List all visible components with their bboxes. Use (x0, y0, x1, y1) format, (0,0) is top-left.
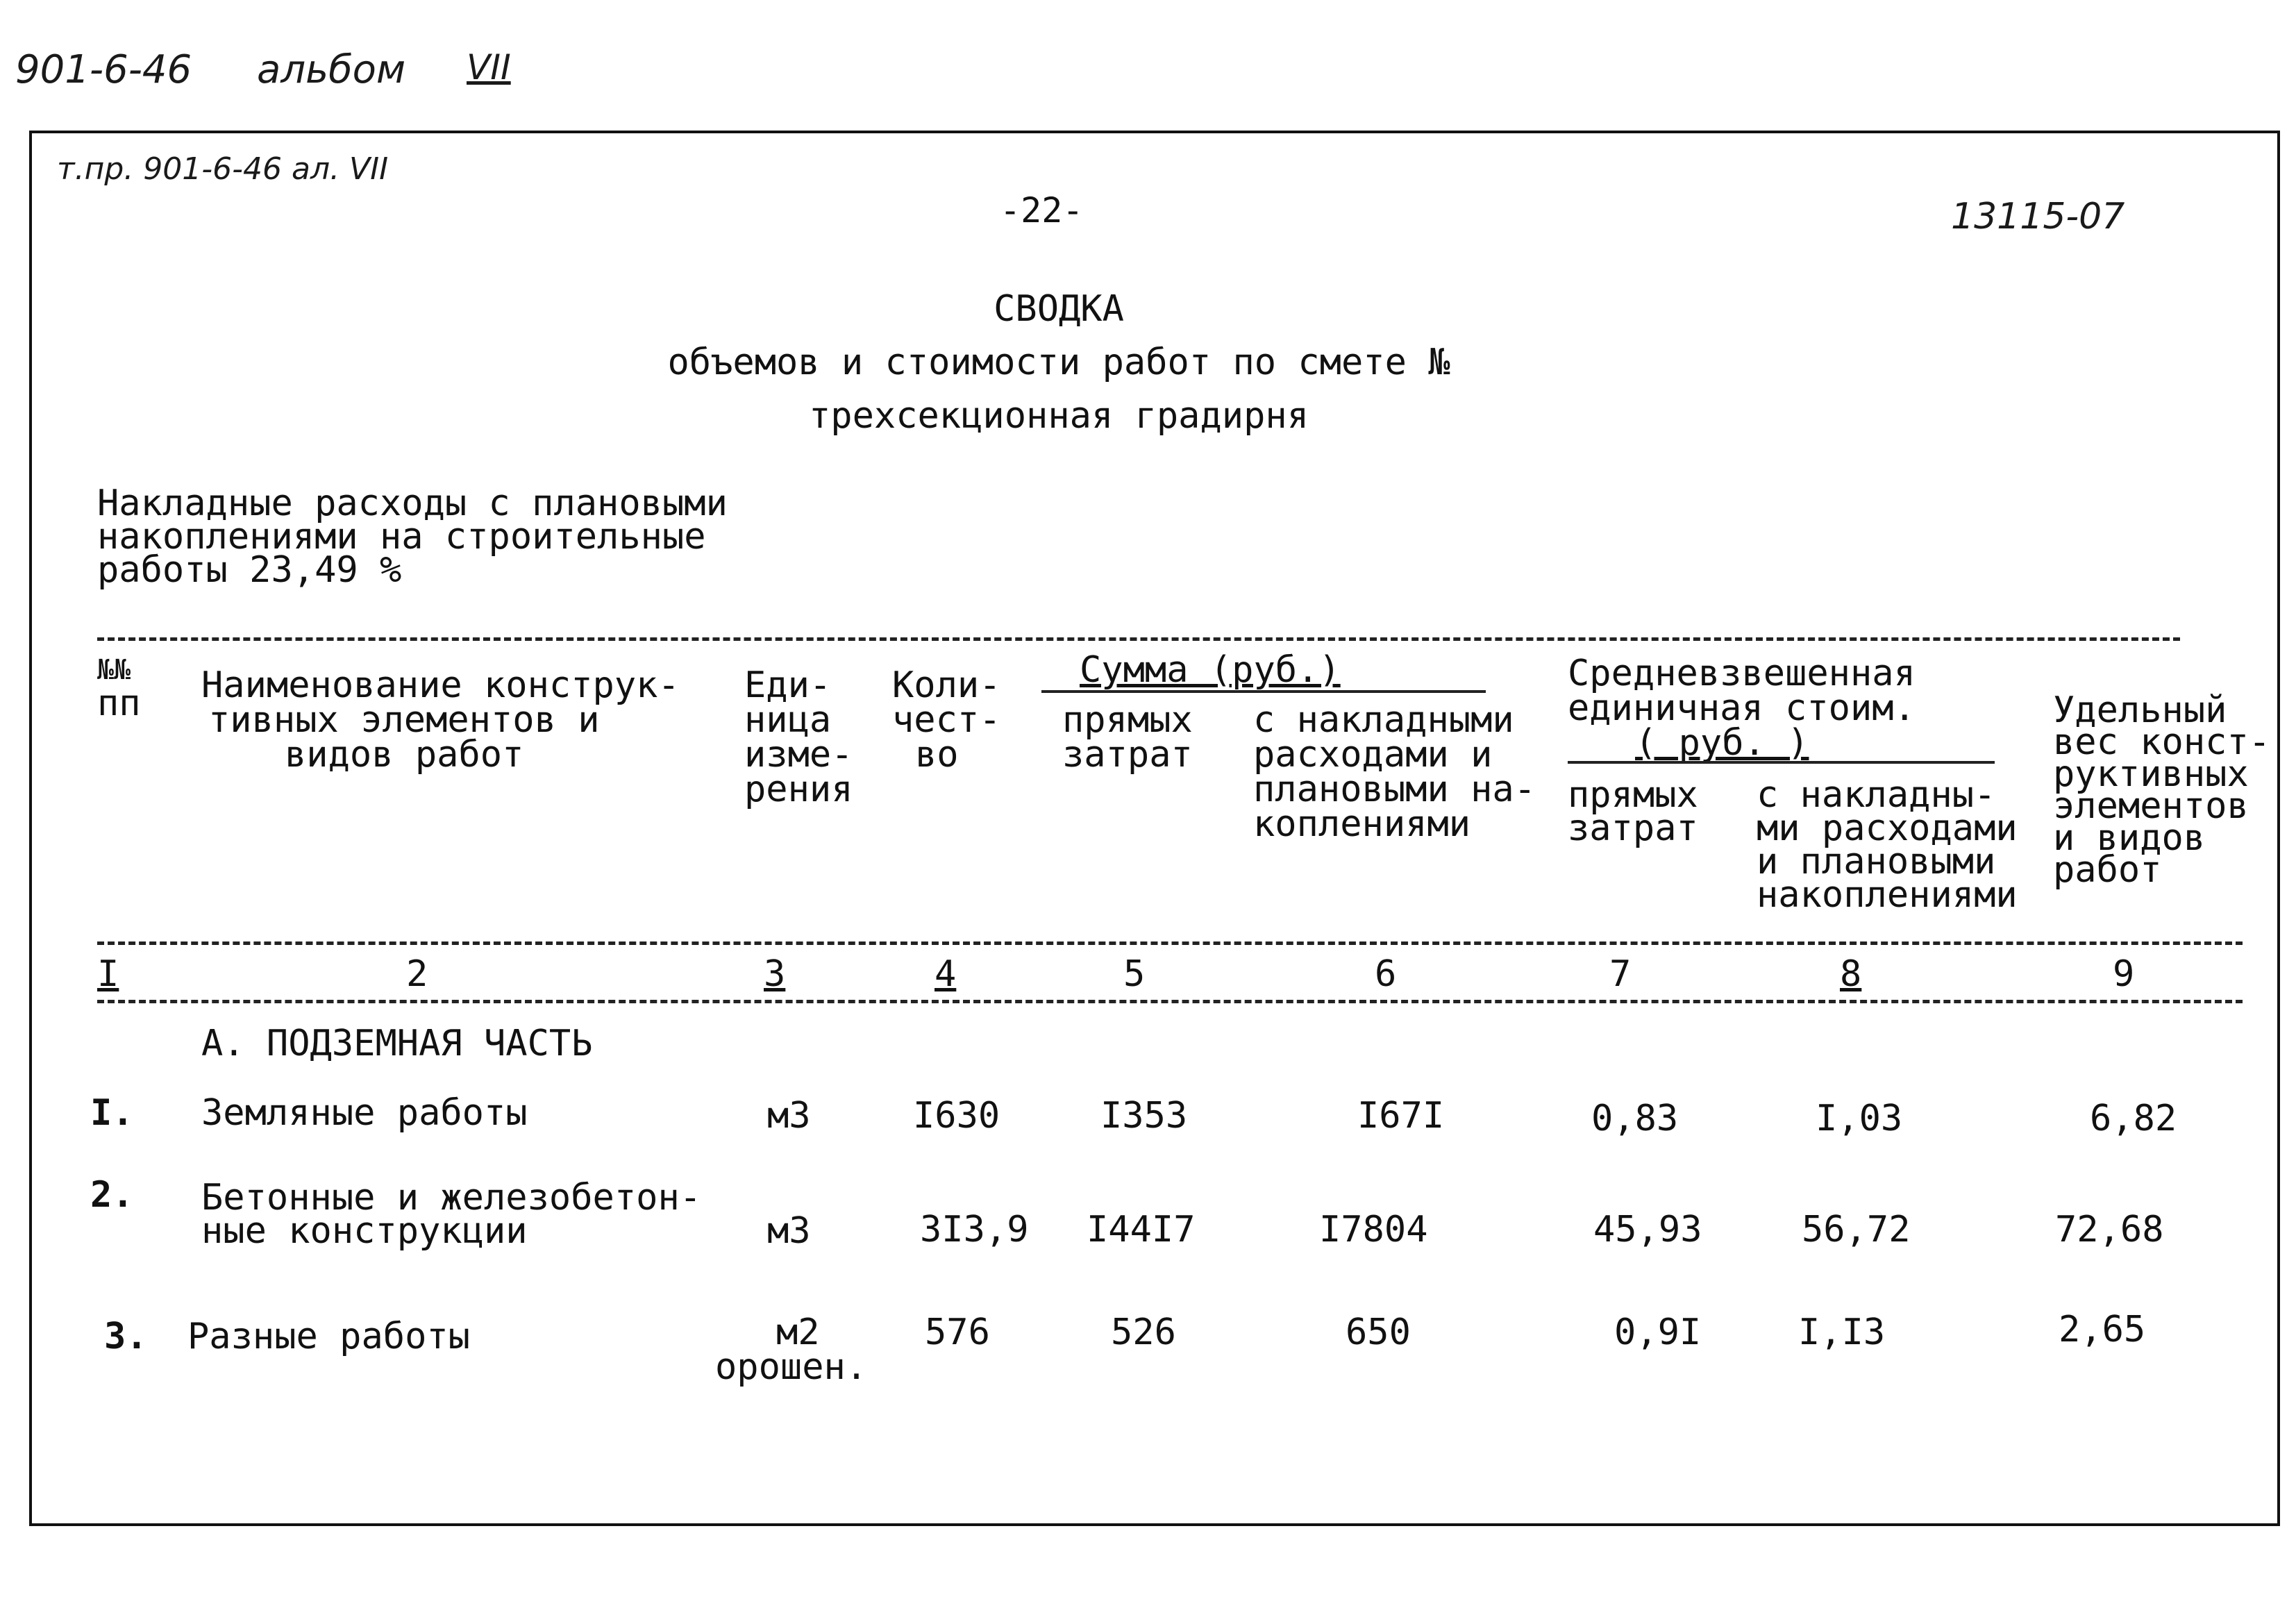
header-name-line-2: тивных элементов и (208, 699, 600, 741)
row-1-num: I. (90, 1092, 134, 1134)
row-3-num: 3. (104, 1316, 148, 1357)
header-avg-overhead-line-4: накоплениями (1757, 874, 2018, 916)
row-2-name-line-2: ные конструкции (201, 1210, 528, 1252)
column-number-1: I (97, 953, 119, 995)
column-number-9: 9 (2113, 953, 2135, 995)
header-qty-line-1: Коли- (892, 664, 1001, 706)
header-share-line-5: и видов (2053, 817, 2206, 859)
header-share-line-6: работ (2053, 849, 2162, 891)
header-overhead-line-3: плановыми на- (1253, 769, 1536, 810)
header-unit-line-2: ница (744, 699, 832, 741)
header-qty-line-2: чест- (892, 699, 1001, 741)
row-3-direct: 526 (1111, 1312, 1176, 1353)
handwritten-album-word: альбом (257, 47, 406, 92)
row-3-share: 2,65 (2059, 1309, 2146, 1350)
handwritten-project-code: 901-6-46 (15, 47, 192, 92)
document-object-name: трехсекционная градирня (808, 395, 1309, 437)
header-avg-group-line-2: единичная стоим. (1568, 687, 1916, 729)
header-num-line-2: пп (97, 683, 141, 724)
row-1-qty: I630 (913, 1095, 1000, 1137)
column-number-2: 2 (406, 953, 428, 995)
document-title: СВОДКА (994, 288, 1124, 330)
row-2-avg-overhead: 56,72 (1802, 1209, 1911, 1250)
row-1-with-overhead: I67I (1357, 1095, 1445, 1137)
row-2-name-line-1: Бетонные и железобетон- (201, 1177, 702, 1219)
row-3-name: Разные работы (187, 1316, 470, 1357)
row-1-unit: м3 (767, 1095, 811, 1137)
header-direct-line-1: прямых (1062, 699, 1193, 741)
handwritten-album-number: VII (467, 47, 511, 87)
row-3-qty: 576 (925, 1312, 990, 1353)
header-avg-unit: ( руб. ) (1635, 722, 1809, 764)
row-1-direct: I353 (1100, 1095, 1188, 1137)
column-number-7: 7 (1609, 953, 1632, 995)
header-name-line-1: Наименование конструк- (201, 664, 680, 706)
header-direct-line-2: затрат (1062, 734, 1193, 776)
header-avg-group-line-1: Средневзвешенная (1568, 653, 1916, 694)
header-share-line-2: вес конст- (2053, 721, 2271, 763)
header-qty-line-3: во (915, 734, 959, 776)
column-number-5: 5 (1123, 953, 1146, 995)
handwritten-frame-reference: т.пр. 901-6-46 ал. VII (57, 151, 389, 187)
header-num-line-1: №№ (97, 654, 131, 686)
header-share-line-1: Удельный (2053, 689, 2227, 731)
row-1-avg-direct: 0,83 (1591, 1098, 1679, 1139)
overhead-note-line-1: Накладные расходы с плановыми (97, 483, 728, 524)
header-bottom-rule (97, 941, 2243, 945)
header-avg-overhead-line-2: ми расходами (1757, 807, 2018, 849)
document-subtitle: объемов и стоимости работ по смете № (667, 342, 1450, 383)
handwritten-registration-number: 13115-07 (1951, 196, 2125, 237)
row-2-with-overhead: I7804 (1319, 1209, 1428, 1250)
header-share-line-4: элементов (2053, 785, 2249, 827)
row-3-unit-line-2: орошен. (715, 1346, 868, 1388)
row-2-share: 72,68 (2055, 1209, 2164, 1250)
row-2-avg-direct: 45,93 (1593, 1209, 1702, 1250)
header-name-line-3: видов работ (285, 734, 524, 776)
header-avg-direct-line-2: затрат (1568, 807, 1698, 849)
header-sum-group: Сумма (руб.) (1080, 649, 1341, 691)
page-number: -22- (1000, 190, 1084, 231)
overhead-note-line-3: работы 23,49 % (97, 549, 402, 591)
row-3-avg-overhead: I,I3 (1798, 1312, 1886, 1353)
header-avg-direct-line-1: прямых (1568, 774, 1698, 816)
header-unit-line-4: рения (744, 769, 853, 810)
header-overhead-line-1: с накладными (1253, 699, 1514, 741)
row-3-with-overhead: 650 (1346, 1312, 1411, 1353)
row-3-unit-line-1: м2 (776, 1312, 820, 1353)
row-2-num: 2. (90, 1174, 134, 1216)
section-title: А. ПОДЗЕМНАЯ ЧАСТЬ (201, 1023, 593, 1064)
column-number-4: 4 (935, 953, 957, 995)
row-3-avg-direct: 0,9I (1614, 1312, 1702, 1353)
row-1-share: 6,82 (2090, 1098, 2177, 1139)
column-number-6: 6 (1375, 953, 1397, 995)
header-avg-overhead-line-3: и плановыми (1757, 841, 1996, 882)
header-avg-overhead-line-1: с накладны- (1757, 774, 1996, 816)
column-numbers-rule (97, 1000, 2243, 1003)
row-2-direct: I44I7 (1087, 1209, 1196, 1250)
header-sum-group-rule (1041, 690, 1486, 693)
header-unit-line-3: изме- (744, 734, 853, 776)
row-1-name: Земляные работы (201, 1092, 528, 1134)
table-top-rule (97, 637, 2180, 641)
header-avg-group-rule (1568, 761, 1995, 764)
column-number-3: 3 (764, 953, 786, 995)
header-overhead-line-4: коплениями (1253, 803, 1471, 845)
column-number-8: 8 (1840, 953, 1862, 995)
row-2-unit: м3 (767, 1210, 811, 1252)
header-overhead-line-2: расходами и (1253, 734, 1493, 776)
header-share-line-3: руктивных (2053, 753, 2249, 795)
row-2-qty: 3I3,9 (920, 1209, 1029, 1250)
row-1-avg-overhead: I,03 (1816, 1098, 1903, 1139)
header-unit-line-1: Еди- (744, 664, 832, 706)
overhead-note-line-2: накоплениями на строительные (97, 516, 706, 558)
